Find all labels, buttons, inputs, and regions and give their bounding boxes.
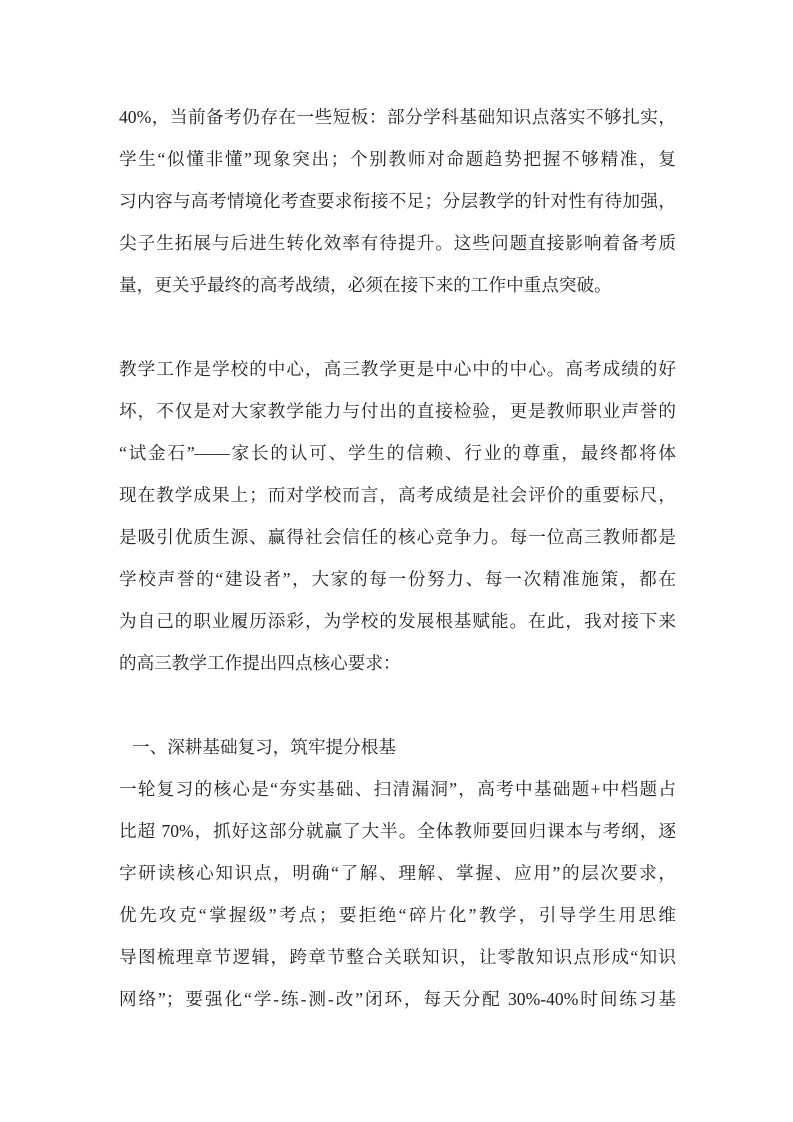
- paragraph-line: 是吸引优质生源、赢得社会信任的核心竞争力。每一位高三教师都是: [119, 527, 676, 547]
- paragraph-line: 学生“似懂非懂”现象突出；个别教师对命题趋势把握不够精准，复: [119, 149, 676, 169]
- paragraph-line: 40%，当前备考仍存在一些短板：部分学科基础知识点落实不够扎实，: [119, 107, 676, 127]
- paragraph-line: 字研读核心知识点，明确“了解、理解、掌握、应用”的层次要求，: [119, 863, 676, 883]
- paragraph-line: 坏，不仅是对大家教学能力与付出的直接检验，更是教师职业声誉的: [119, 401, 676, 421]
- paragraph-line: 网络”；要强化“学-练-测-改”闭环，每天分配 30%-40%时间练习基: [119, 989, 676, 1009]
- paragraph-line: 优先攻克“掌握级”考点；要拒绝“碎片化”教学，引导学生用思维: [119, 905, 676, 925]
- paragraph-line: 为自己的职业履历添彩，为学校的发展根基赋能。在此，我对接下来: [119, 611, 676, 631]
- heading-section-one: [119, 726, 676, 768]
- paragraph-line: 尖子生拓展与后进生转化效率有待提升。这些问题直接影响着备考质: [119, 233, 676, 253]
- paragraph-teaching-is-center: [119, 348, 676, 684]
- section-heading-text: 一、深耕基础复习，筑牢提分根基: [132, 737, 396, 757]
- paragraph-line: 现在教学成果上；而对学校而言，高考成绩是社会评价的重要标尺，: [119, 485, 676, 505]
- paragraph-exam-shortboards: [119, 96, 676, 306]
- paragraph-line: 量，更关乎最终的高考战绩，必须在接下来的工作中重点突破。: [119, 275, 612, 295]
- paragraph-line: 的高三教学工作提出四点核心要求：: [119, 653, 401, 673]
- blank-line-2: [119, 684, 676, 726]
- paragraph-line: 习内容与高考情境化考查要求衔接不足；分层教学的针对性有待加强，: [119, 191, 676, 211]
- paragraph-line: 教学工作是学校的中心，高三教学更是中心中的中心。高考成绩的好: [119, 359, 676, 379]
- paragraph-line: 比超 70%，抓好这部分就赢了大半。全体教师要回归课本与考纲，逐: [119, 821, 676, 841]
- document-body: [119, 96, 676, 1020]
- paragraph-first-round-review: [119, 768, 676, 1020]
- paragraph-line: 导图梳理章节逻辑，跨章节整合关联知识，让零散知识点形成“知识: [119, 947, 676, 967]
- blank-line-1: [119, 306, 676, 348]
- paragraph-line: 一轮复习的核心是“夯实基础、扫清漏洞”，高考中基础题+中档题占: [119, 779, 676, 799]
- paragraph-line: 学校声誉的“建设者”，大家的每一份努力、每一次精准施策，都在: [119, 569, 676, 589]
- paragraph-line: “试金石”——家长的认可、学生的信赖、行业的尊重，最终都将体: [119, 443, 676, 463]
